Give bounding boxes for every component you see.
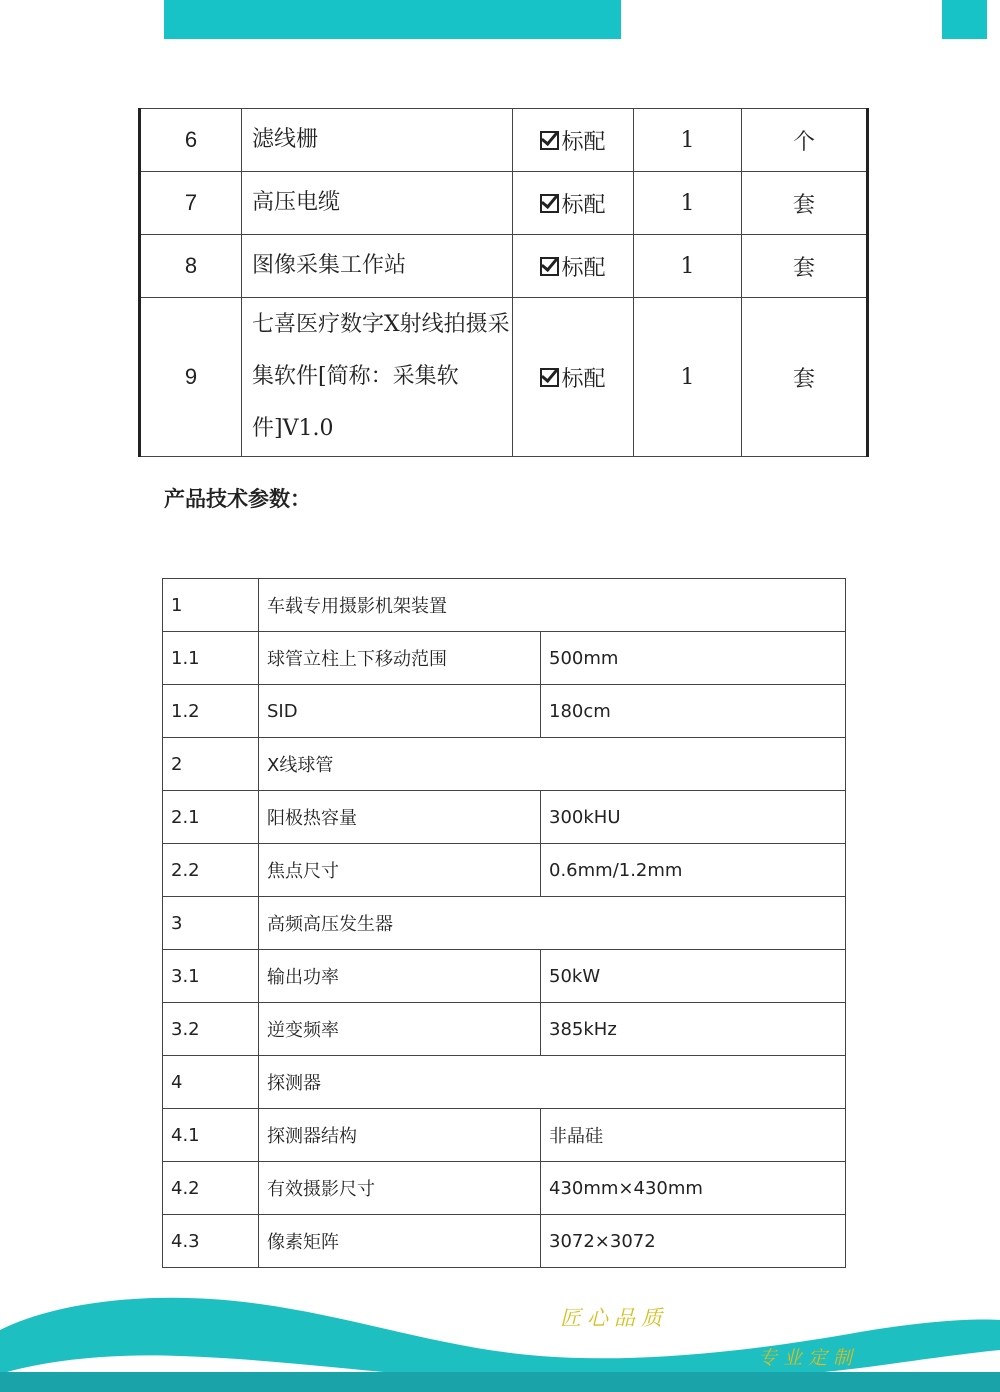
spec-name: 探测器 bbox=[259, 1056, 846, 1109]
spec-value: 50kW bbox=[541, 950, 846, 1003]
row-number: 6 bbox=[140, 109, 242, 172]
quantity: 1 bbox=[634, 172, 742, 235]
spec-name: SID bbox=[259, 685, 541, 738]
standard-cell bbox=[513, 172, 634, 235]
standard-cell bbox=[513, 298, 634, 457]
bottom-wave-decoration bbox=[0, 1290, 1000, 1392]
spec-number: 2.1 bbox=[163, 791, 259, 844]
item-name: 滤线栅 bbox=[242, 109, 513, 172]
spec-name: 输出功率 bbox=[259, 950, 541, 1003]
unit: 套 bbox=[742, 172, 868, 235]
table-row bbox=[163, 1109, 846, 1162]
table-row bbox=[163, 950, 846, 1003]
spec-value: 300kHU bbox=[541, 791, 846, 844]
checkbox-checked-icon bbox=[540, 257, 559, 276]
table-row bbox=[163, 791, 846, 844]
table-row bbox=[163, 1056, 846, 1109]
table-row bbox=[140, 172, 868, 235]
spec-name: 车载专用摄影机架装置 bbox=[259, 579, 846, 632]
top-accent-bar-right bbox=[942, 0, 987, 39]
spec-number: 4.2 bbox=[163, 1162, 259, 1215]
item-name: 高压电缆 bbox=[242, 172, 513, 235]
table-row bbox=[140, 298, 868, 457]
spec-name: 像素矩阵 bbox=[259, 1215, 541, 1268]
spec-value: 500mm bbox=[541, 632, 846, 685]
spec-number: 4.1 bbox=[163, 1109, 259, 1162]
table-row bbox=[163, 685, 846, 738]
spec-value: 0.6mm/1.2mm bbox=[541, 844, 846, 897]
standard-label: 标配 bbox=[561, 366, 606, 392]
spec-name: 球管立柱上下移动范围 bbox=[259, 632, 541, 685]
spec-number: 3.1 bbox=[163, 950, 259, 1003]
item-name: 七喜医疗数字X射线拍摄采集软件[简称：采集软件]V1.0 bbox=[242, 298, 513, 457]
table-row bbox=[140, 235, 868, 298]
config-table bbox=[138, 108, 869, 457]
spec-number: 1.2 bbox=[163, 685, 259, 738]
table-row bbox=[163, 1162, 846, 1215]
unit: 套 bbox=[742, 235, 868, 298]
slogan-quality: 匠心品质 bbox=[560, 1306, 668, 1330]
row-number: 7 bbox=[140, 172, 242, 235]
spec-number: 4 bbox=[163, 1056, 259, 1109]
row-number: 9 bbox=[140, 298, 242, 457]
table-row bbox=[163, 1215, 846, 1268]
slogan-custom: 专业定制 bbox=[758, 1347, 859, 1369]
standard-label: 标配 bbox=[561, 192, 606, 218]
quantity: 1 bbox=[634, 109, 742, 172]
quantity: 1 bbox=[634, 235, 742, 298]
spec-name: 有效摄影尺寸 bbox=[259, 1162, 541, 1215]
table-row bbox=[163, 844, 846, 897]
spec-number: 3.2 bbox=[163, 1003, 259, 1056]
spec-name: 焦点尺寸 bbox=[259, 844, 541, 897]
unit: 套 bbox=[742, 298, 868, 457]
section-title: 产品技术参数： bbox=[164, 487, 311, 511]
table-row bbox=[163, 1003, 846, 1056]
table-row bbox=[163, 738, 846, 791]
item-name: 图像采集工作站 bbox=[242, 235, 513, 298]
spec-value: 180cm bbox=[541, 685, 846, 738]
table-row bbox=[163, 579, 846, 632]
spec-name: 逆变频率 bbox=[259, 1003, 541, 1056]
spec-value: 385kHz bbox=[541, 1003, 846, 1056]
top-accent-bar bbox=[164, 0, 621, 39]
spec-number: 1.1 bbox=[163, 632, 259, 685]
standard-cell bbox=[513, 235, 634, 298]
standard-label: 标配 bbox=[561, 129, 606, 155]
table-row bbox=[163, 897, 846, 950]
checkbox-checked-icon bbox=[540, 194, 559, 213]
spec-value: 非晶硅 bbox=[541, 1109, 846, 1162]
row-number: 8 bbox=[140, 235, 242, 298]
checkbox-checked-icon bbox=[540, 131, 559, 150]
spec-name: 阳极热容量 bbox=[259, 791, 541, 844]
table-row bbox=[163, 632, 846, 685]
spec-name: 探测器结构 bbox=[259, 1109, 541, 1162]
spec-name: X线球管 bbox=[259, 738, 846, 791]
checkbox-checked-icon bbox=[540, 368, 559, 387]
spec-number: 2 bbox=[163, 738, 259, 791]
standard-label: 标配 bbox=[561, 255, 606, 281]
spec-number: 1 bbox=[163, 579, 259, 632]
quantity: 1 bbox=[634, 298, 742, 457]
spec-name: 高频高压发生器 bbox=[259, 897, 846, 950]
unit: 个 bbox=[742, 109, 868, 172]
table-row bbox=[140, 109, 868, 172]
spec-value: 430mm×430mm bbox=[541, 1162, 846, 1215]
spec-number: 4.3 bbox=[163, 1215, 259, 1268]
spec-number: 3 bbox=[163, 897, 259, 950]
spec-table bbox=[162, 578, 846, 1268]
spec-number: 2.2 bbox=[163, 844, 259, 897]
spec-value: 3072×3072 bbox=[541, 1215, 846, 1268]
standard-cell bbox=[513, 109, 634, 172]
